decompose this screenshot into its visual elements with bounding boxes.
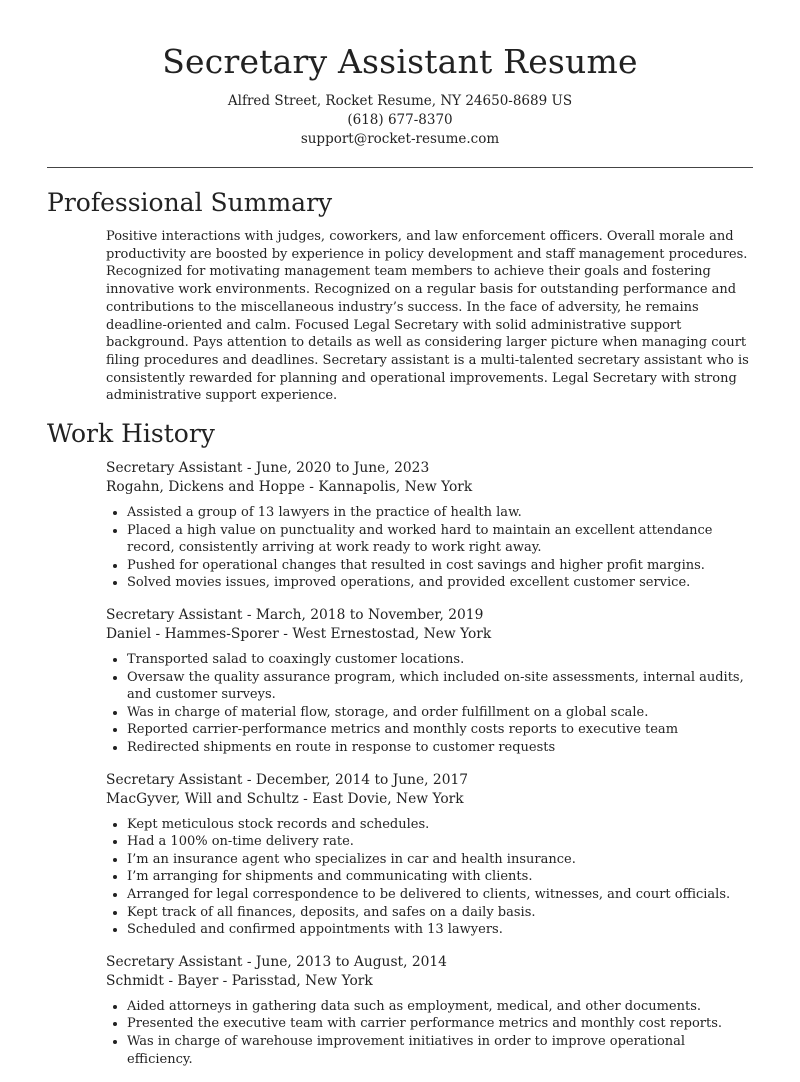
- job-title: Secretary Assistant: [106, 953, 243, 970]
- job-location: West Ernestostad, New York: [292, 626, 492, 642]
- job-title: Secretary Assistant: [106, 607, 243, 623]
- job-title: Secretary Assistant: [106, 460, 243, 477]
- resume-header: [47, 0, 753, 149]
- separator: -: [242, 607, 256, 623]
- separator: -: [242, 953, 256, 970]
- job-bullet-list: [106, 651, 753, 757]
- job-bullet: • Had a 100% on-time delivery rate.: [127, 833, 753, 851]
- job-company-line: [106, 972, 753, 991]
- job-bullet: • Oversaw the quality assurance program, which included on-site assessments, internal audits, and customer surveys.: [127, 669, 753, 704]
- job-bullet: • Presented the executive team with carrier performance metrics and monthly cost reports.: [127, 1015, 753, 1033]
- job-bullet: • Arranged for legal correspondence to be delivered to clients, witnesses, and court officials.: [127, 886, 753, 904]
- job-location: Parisstad, New York: [231, 972, 373, 989]
- job-bullet-list: [106, 998, 753, 1068]
- job-company-line: [106, 625, 753, 644]
- job-company-line: [106, 478, 753, 497]
- job-title-line: [106, 606, 753, 625]
- job-company: Schmidt - Bayer: [106, 972, 219, 989]
- job-dates: June, 2020 to June, 2023: [255, 460, 430, 477]
- summary-heading: Professional Summary: [47, 188, 333, 217]
- job-bullet-list: [106, 504, 753, 592]
- job-bullet: • Redirected shipments en route in response to customer requests: [127, 739, 753, 757]
- job-bullet: • Kept meticulous stock records and schedules.: [127, 816, 753, 834]
- resume-title: Secretary Assistant Resume: [162, 42, 638, 81]
- job-bullet: • Scheduled and confirmed appointments with 13 lawyers.: [127, 921, 753, 939]
- address-line: Alfred Street, Rocket Resume, NY 24650-8689 US: [227, 93, 573, 109]
- email-line: support@rocket-resume.com: [300, 131, 500, 147]
- job-bullet: • I’m arranging for shipments and communicating with clients.: [127, 868, 753, 886]
- separator: -: [242, 771, 256, 788]
- job-company-line: [106, 790, 753, 809]
- job-entry: [106, 771, 753, 939]
- job-bullet: • Placed a high value on punctuality and worked hard to maintain an excellent attendance record, consistently arriving at work ready to work right away.: [127, 522, 753, 557]
- separator: -: [218, 972, 232, 989]
- job-title: Secretary Assistant: [106, 771, 243, 788]
- separator: -: [242, 460, 256, 477]
- job-location: East Dovie, New York: [312, 790, 464, 807]
- job-dates: March, 2018 to November, 2019: [255, 607, 484, 623]
- job-entry: [106, 606, 753, 757]
- job-bullet: • Assisted a group of 13 lawyers in the practice of health law.: [127, 504, 753, 522]
- job-company: Rogahn, Dickens and Hoppe: [106, 479, 305, 496]
- summary-text: Positive interactions with judges, coworkers, and law enforcement officers. Overall morale and productivity are boosted by experience in policy development and staff management procedures. Recognized for motivating management team members to achieve their goals and fostering innovative work environments. Recognized on a regular basis for outstanding performance and contributions to the miscellaneous industry’s success. In the face of adversity, he remains deadline-oriented and calm. Focused Legal Secretary with solid administrative support background. Pays attention to details as well as considering larger picture when managing court filing procedures and deadlines. Secretary assistant is a multi-talented secretary assistant who is consistently rewarded for planning and operational improvements. Legal Secretary with strong administrative support experience.: [106, 229, 749, 404]
- job-bullet: • I’m an insurance agent who specializes in car and health insurance.: [127, 851, 753, 869]
- work-history-list: [47, 459, 753, 1068]
- job-company: MacGyver, Will and Schultz: [106, 790, 299, 807]
- resume-page: [47, 0, 753, 1082]
- separator: -: [278, 626, 293, 642]
- job-location: Kannapolis, New York: [318, 479, 473, 496]
- job-bullet: • Was in charge of warehouse improvement initiatives in order to improve operational efficiency.: [127, 1033, 753, 1068]
- phone-line: (618) 677-8370: [347, 112, 453, 128]
- separator: -: [304, 479, 319, 496]
- work-history-heading: Work History: [47, 419, 215, 449]
- job-title-line: [106, 771, 753, 790]
- job-company: Daniel - Hammes-Sporer: [106, 626, 279, 642]
- job-bullet-list: [106, 816, 753, 939]
- job-bullet: • Kept track of all finances, deposits, and safes on a daily basis.: [127, 904, 753, 922]
- job-title-line: [106, 459, 753, 478]
- job-bullet: • Aided attorneys in gathering data such as employment, medical, and other documents.: [127, 998, 753, 1016]
- job-dates: June, 2013 to August, 2014: [255, 953, 447, 970]
- job-entry: [106, 953, 753, 1068]
- header-divider: [47, 167, 753, 168]
- job-dates: December, 2014 to June, 2017: [255, 771, 469, 788]
- job-bullet: • Transported salad to coaxingly customer locations.: [127, 651, 753, 669]
- job-title-line: [106, 953, 753, 972]
- contact-block: [47, 92, 753, 149]
- job-bullet: • Reported carrier-performance metrics and monthly costs reports to executive team: [127, 721, 753, 739]
- job-entry: [106, 459, 753, 592]
- separator: -: [298, 790, 313, 807]
- job-bullet: • Was in charge of material flow, storage, and order fulfillment on a global scale.: [127, 704, 753, 722]
- job-bullet: • Solved movies issues, improved operations, and provided excellent customer service.: [127, 574, 753, 592]
- job-bullet: • Pushed for operational changes that resulted in cost savings and higher profit margins.: [127, 557, 753, 575]
